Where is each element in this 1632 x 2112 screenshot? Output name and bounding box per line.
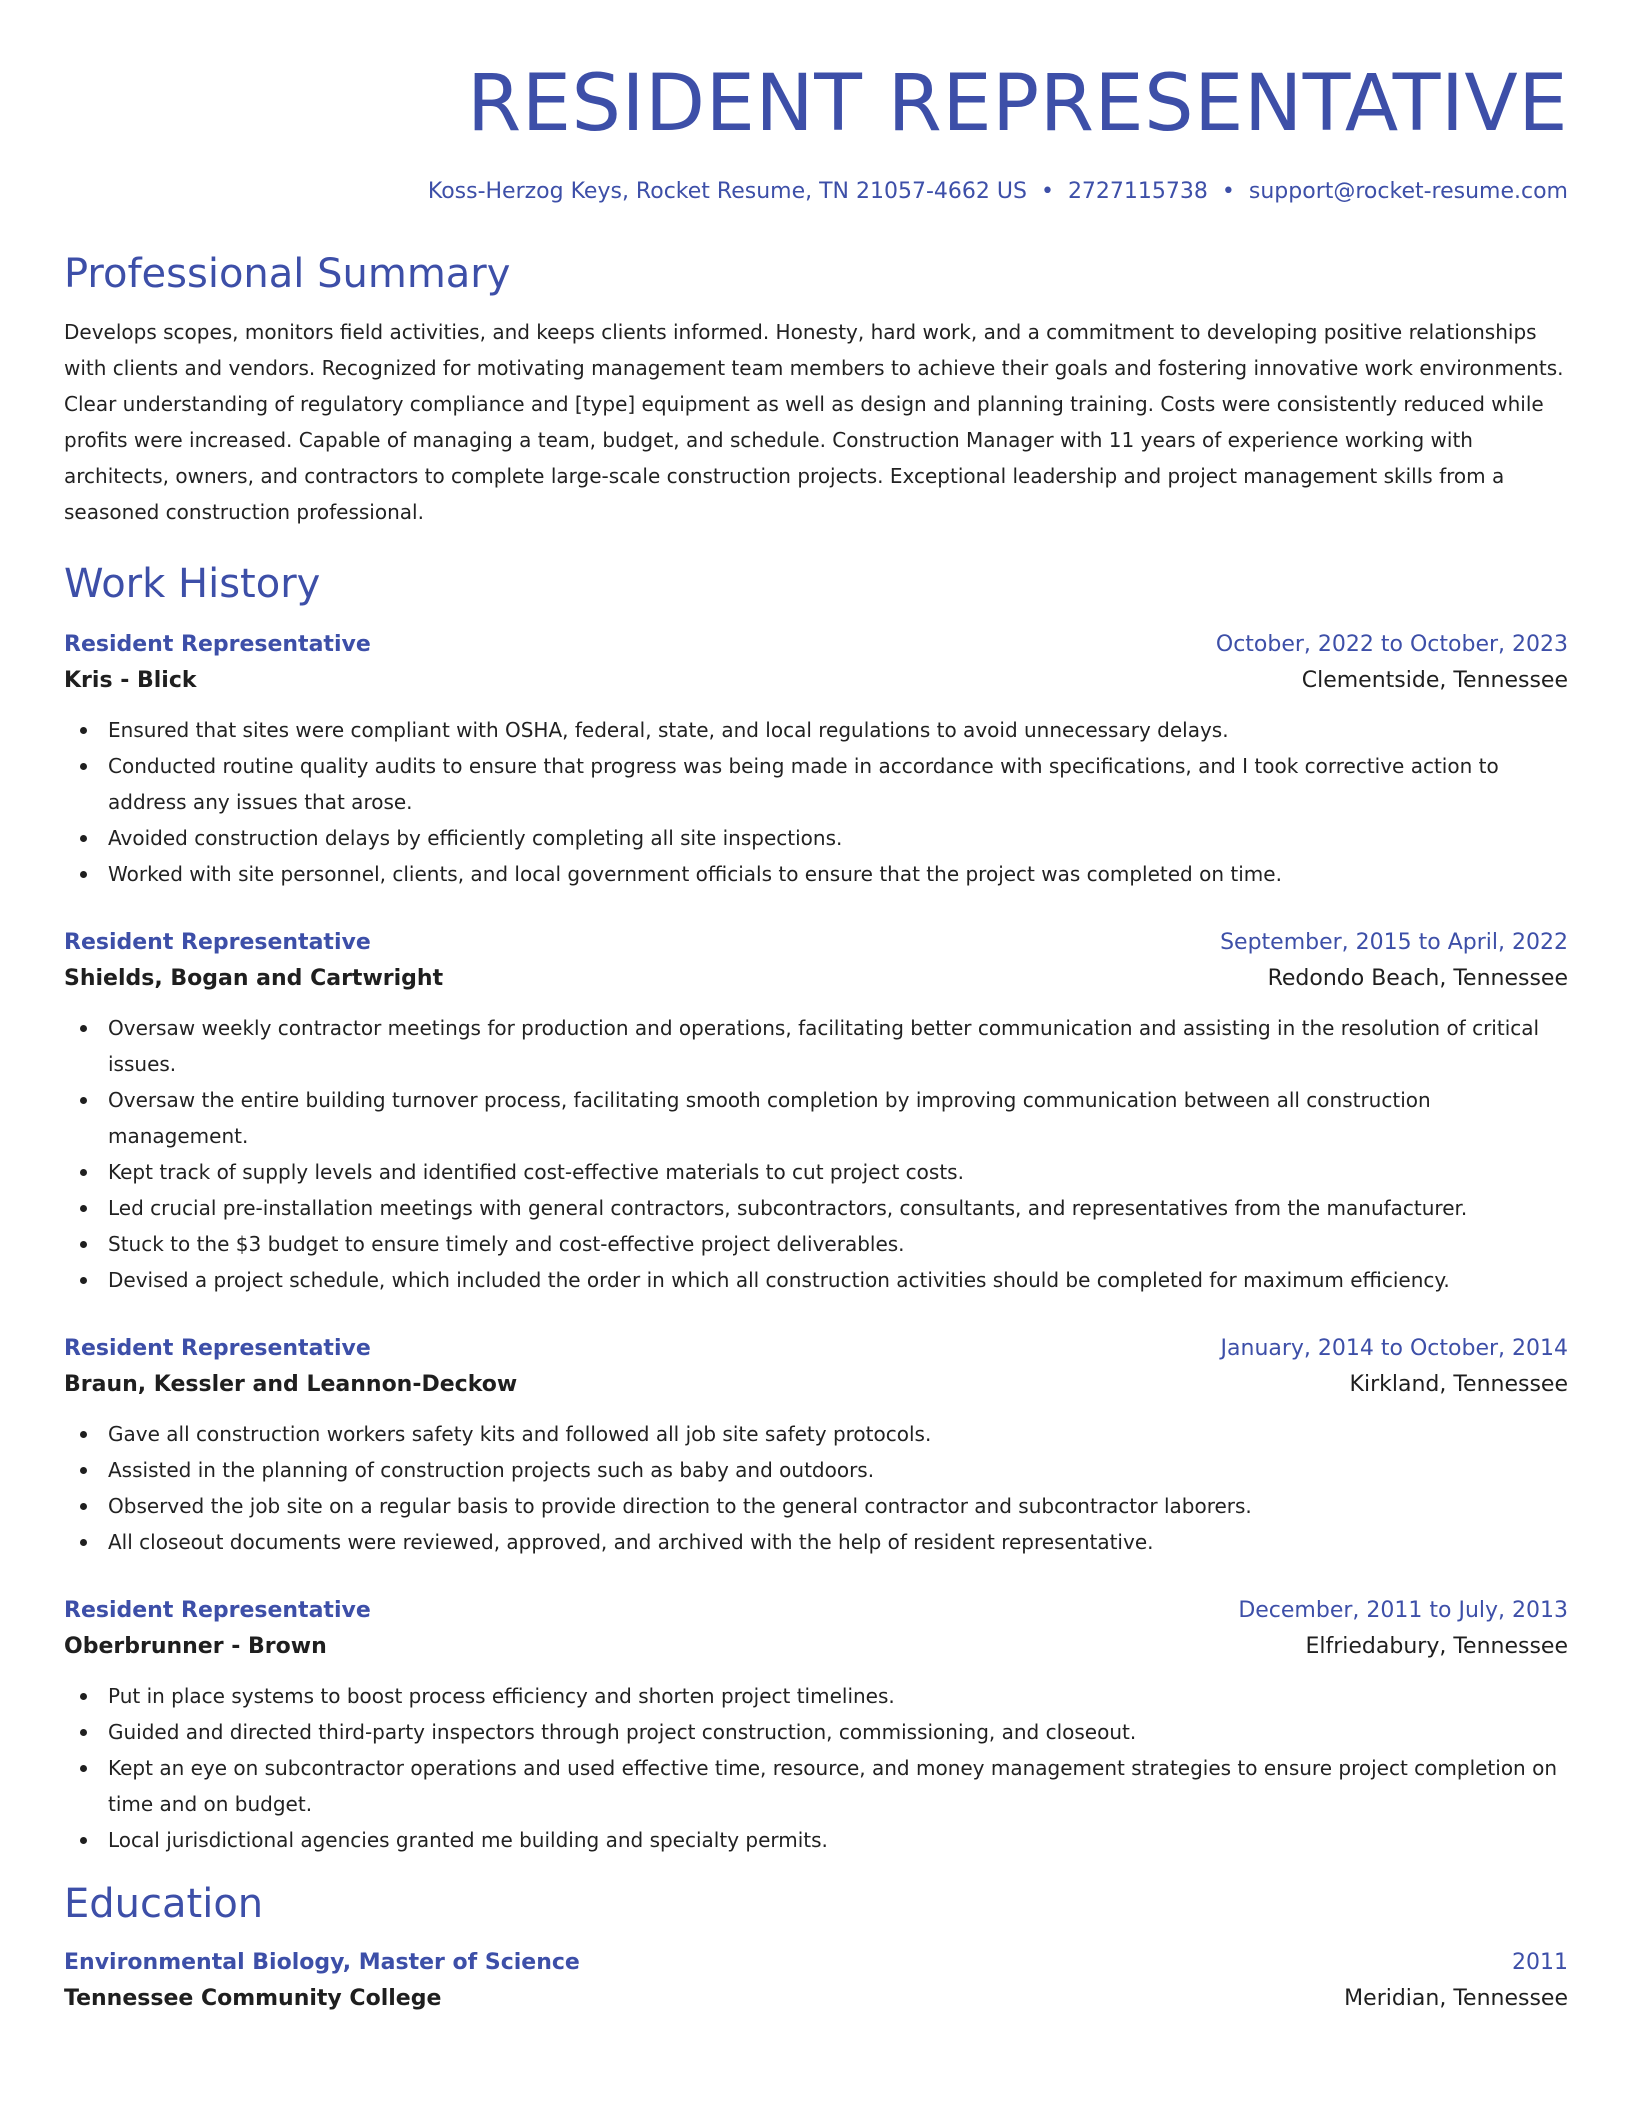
job-location: Redondo Beach, Tennessee (1267, 966, 1568, 991)
job-title: Resident Representative (64, 930, 371, 955)
job-bullet-list (64, 712, 1568, 892)
job-bullet: Conducted routine quality audits to ensure that progress was being made in accordance with specifications, and I took corrective action to address any issues that arose. (64, 748, 1568, 820)
contact-line (64, 176, 1568, 208)
job-entry (64, 1332, 1568, 1560)
job-bullet-list (64, 1010, 1568, 1298)
job-bullet: Stuck to the $3 budget to ensure timely and cost-effective project deliverables. (64, 1226, 1568, 1262)
section-title-education: Education (64, 1881, 264, 1927)
education-degree: Environmental Biology, Master of Science (64, 1950, 580, 1975)
job-location: Clementside, Tennessee (1301, 668, 1568, 693)
job-bullet: Kept track of supply levels and identified cost-effective materials to cut project costs. (64, 1154, 1568, 1190)
job-bullet-list (64, 1416, 1568, 1560)
job-company: Braun, Kessler and Leannon-Deckow (64, 1372, 518, 1397)
contact-separator: • (1040, 179, 1054, 204)
job-entry (64, 1594, 1568, 1858)
job-title: Resident Representative (64, 1598, 371, 1623)
contact-separator: • (1221, 179, 1235, 204)
work-history-section (64, 558, 1568, 1858)
job-dates: September, 2015 to April, 2022 (1220, 930, 1568, 955)
job-bullet: Guided and directed third-party inspectors through project construction, commissioning, and closeout. (64, 1714, 1568, 1750)
resume-name-heading: RESIDENT REPRESENTATIVE (467, 59, 1568, 149)
job-bullet: Devised a project schedule, which included the order in which all construction activities should be completed for maximum efficiency. (64, 1262, 1568, 1298)
section-title-summary: Professional Summary (64, 251, 511, 297)
education-section (64, 1878, 1568, 2018)
job-dates: December, 2011 to July, 2013 (1238, 1598, 1568, 1623)
job-location: Kirkland, Tennessee (1349, 1372, 1568, 1397)
job-dates: October, 2022 to October, 2023 (1215, 632, 1568, 657)
summary-text: Develops scopes, monitors field activities, and keeps clients informed. Honesty, hard work, and a commitment to developing positive relationships with clients and vendors. Recognized for motivating management team members to achieve their goals and fostering innovative work environments. Clear understanding of regulatory compliance and [type] equipment as well as design and planning training. Costs were consistently reduced while profits were increased. Capable of managing a team, budget, and schedule. Construction Manager with 11 years of experience working with architects, owners, and contractors to complete large-scale construction projects. Exceptional leadership and project management skills from a seasoned construction professional. (64, 320, 1564, 524)
job-bullet: Gave all construction workers safety kits and followed all job site safety protocols. (64, 1416, 1568, 1452)
job-bullet: Led crucial pre-installation meetings with general contractors, subcontractors, consultants, and representatives from the manufacturer. (64, 1190, 1568, 1226)
contact-phone: 2727115738 (1067, 179, 1208, 204)
education-entry (64, 1946, 1568, 2018)
job-bullet: Put in place systems to boost process efficiency and shorten project timelines. (64, 1678, 1568, 1714)
job-entry (64, 926, 1568, 1298)
professional-summary-section (64, 248, 1568, 530)
section-title-work-history: Work History (64, 561, 321, 607)
job-bullet: Ensured that sites were compliant with OSHA, federal, state, and local regulations to avoid unnecessary delays. (64, 712, 1568, 748)
education-location: Meridian, Tennessee (1344, 1986, 1568, 2011)
job-bullet: Local jurisdictional agencies granted me building and specialty permits. (64, 1822, 1568, 1858)
job-title: Resident Representative (64, 1336, 371, 1361)
education-year: 2011 (1512, 1950, 1568, 1975)
job-bullet-list (64, 1678, 1568, 1858)
job-dates: January, 2014 to October, 2014 (1220, 1336, 1568, 1361)
contact-address: Koss-Herzog Keys, Rocket Resume, TN 21057-4662 US (427, 179, 1027, 204)
job-company: Oberbrunner - Brown (64, 1634, 327, 1659)
education-school: Tennessee Community College (64, 1986, 442, 2011)
job-company: Shields, Bogan and Cartwright (64, 966, 444, 991)
job-bullet: Oversaw weekly contractor meetings for production and operations, facilitating better communication and assisting in the resolution of critical issues. (64, 1010, 1568, 1082)
job-bullet: All closeout documents were reviewed, approved, and archived with the help of resident representative. (64, 1524, 1568, 1560)
contact-email: support@rocket-resume.com (1248, 179, 1568, 204)
job-bullet: Assisted in the planning of construction projects such as baby and outdoors. (64, 1452, 1568, 1488)
job-bullet: Worked with site personnel, clients, and local government officials to ensure that the project was completed on time. (64, 856, 1568, 892)
job-title: Resident Representative (64, 632, 371, 657)
job-bullet: Avoided construction delays by efficiently completing all site inspections. (64, 820, 1568, 856)
job-bullet: Oversaw the entire building turnover process, facilitating smooth completion by improving communication between all construction management. (64, 1082, 1568, 1154)
job-bullet: Observed the job site on a regular basis to provide direction to the general contractor and subcontractor laborers. (64, 1488, 1568, 1524)
job-location: Elfriedabury, Tennessee (1305, 1634, 1568, 1659)
job-company: Kris - Blick (64, 668, 197, 693)
job-entry (64, 628, 1568, 892)
job-bullet: Kept an eye on subcontractor operations and used effective time, resource, and money management strategies to ensure project completion on time and on budget. (64, 1750, 1568, 1822)
